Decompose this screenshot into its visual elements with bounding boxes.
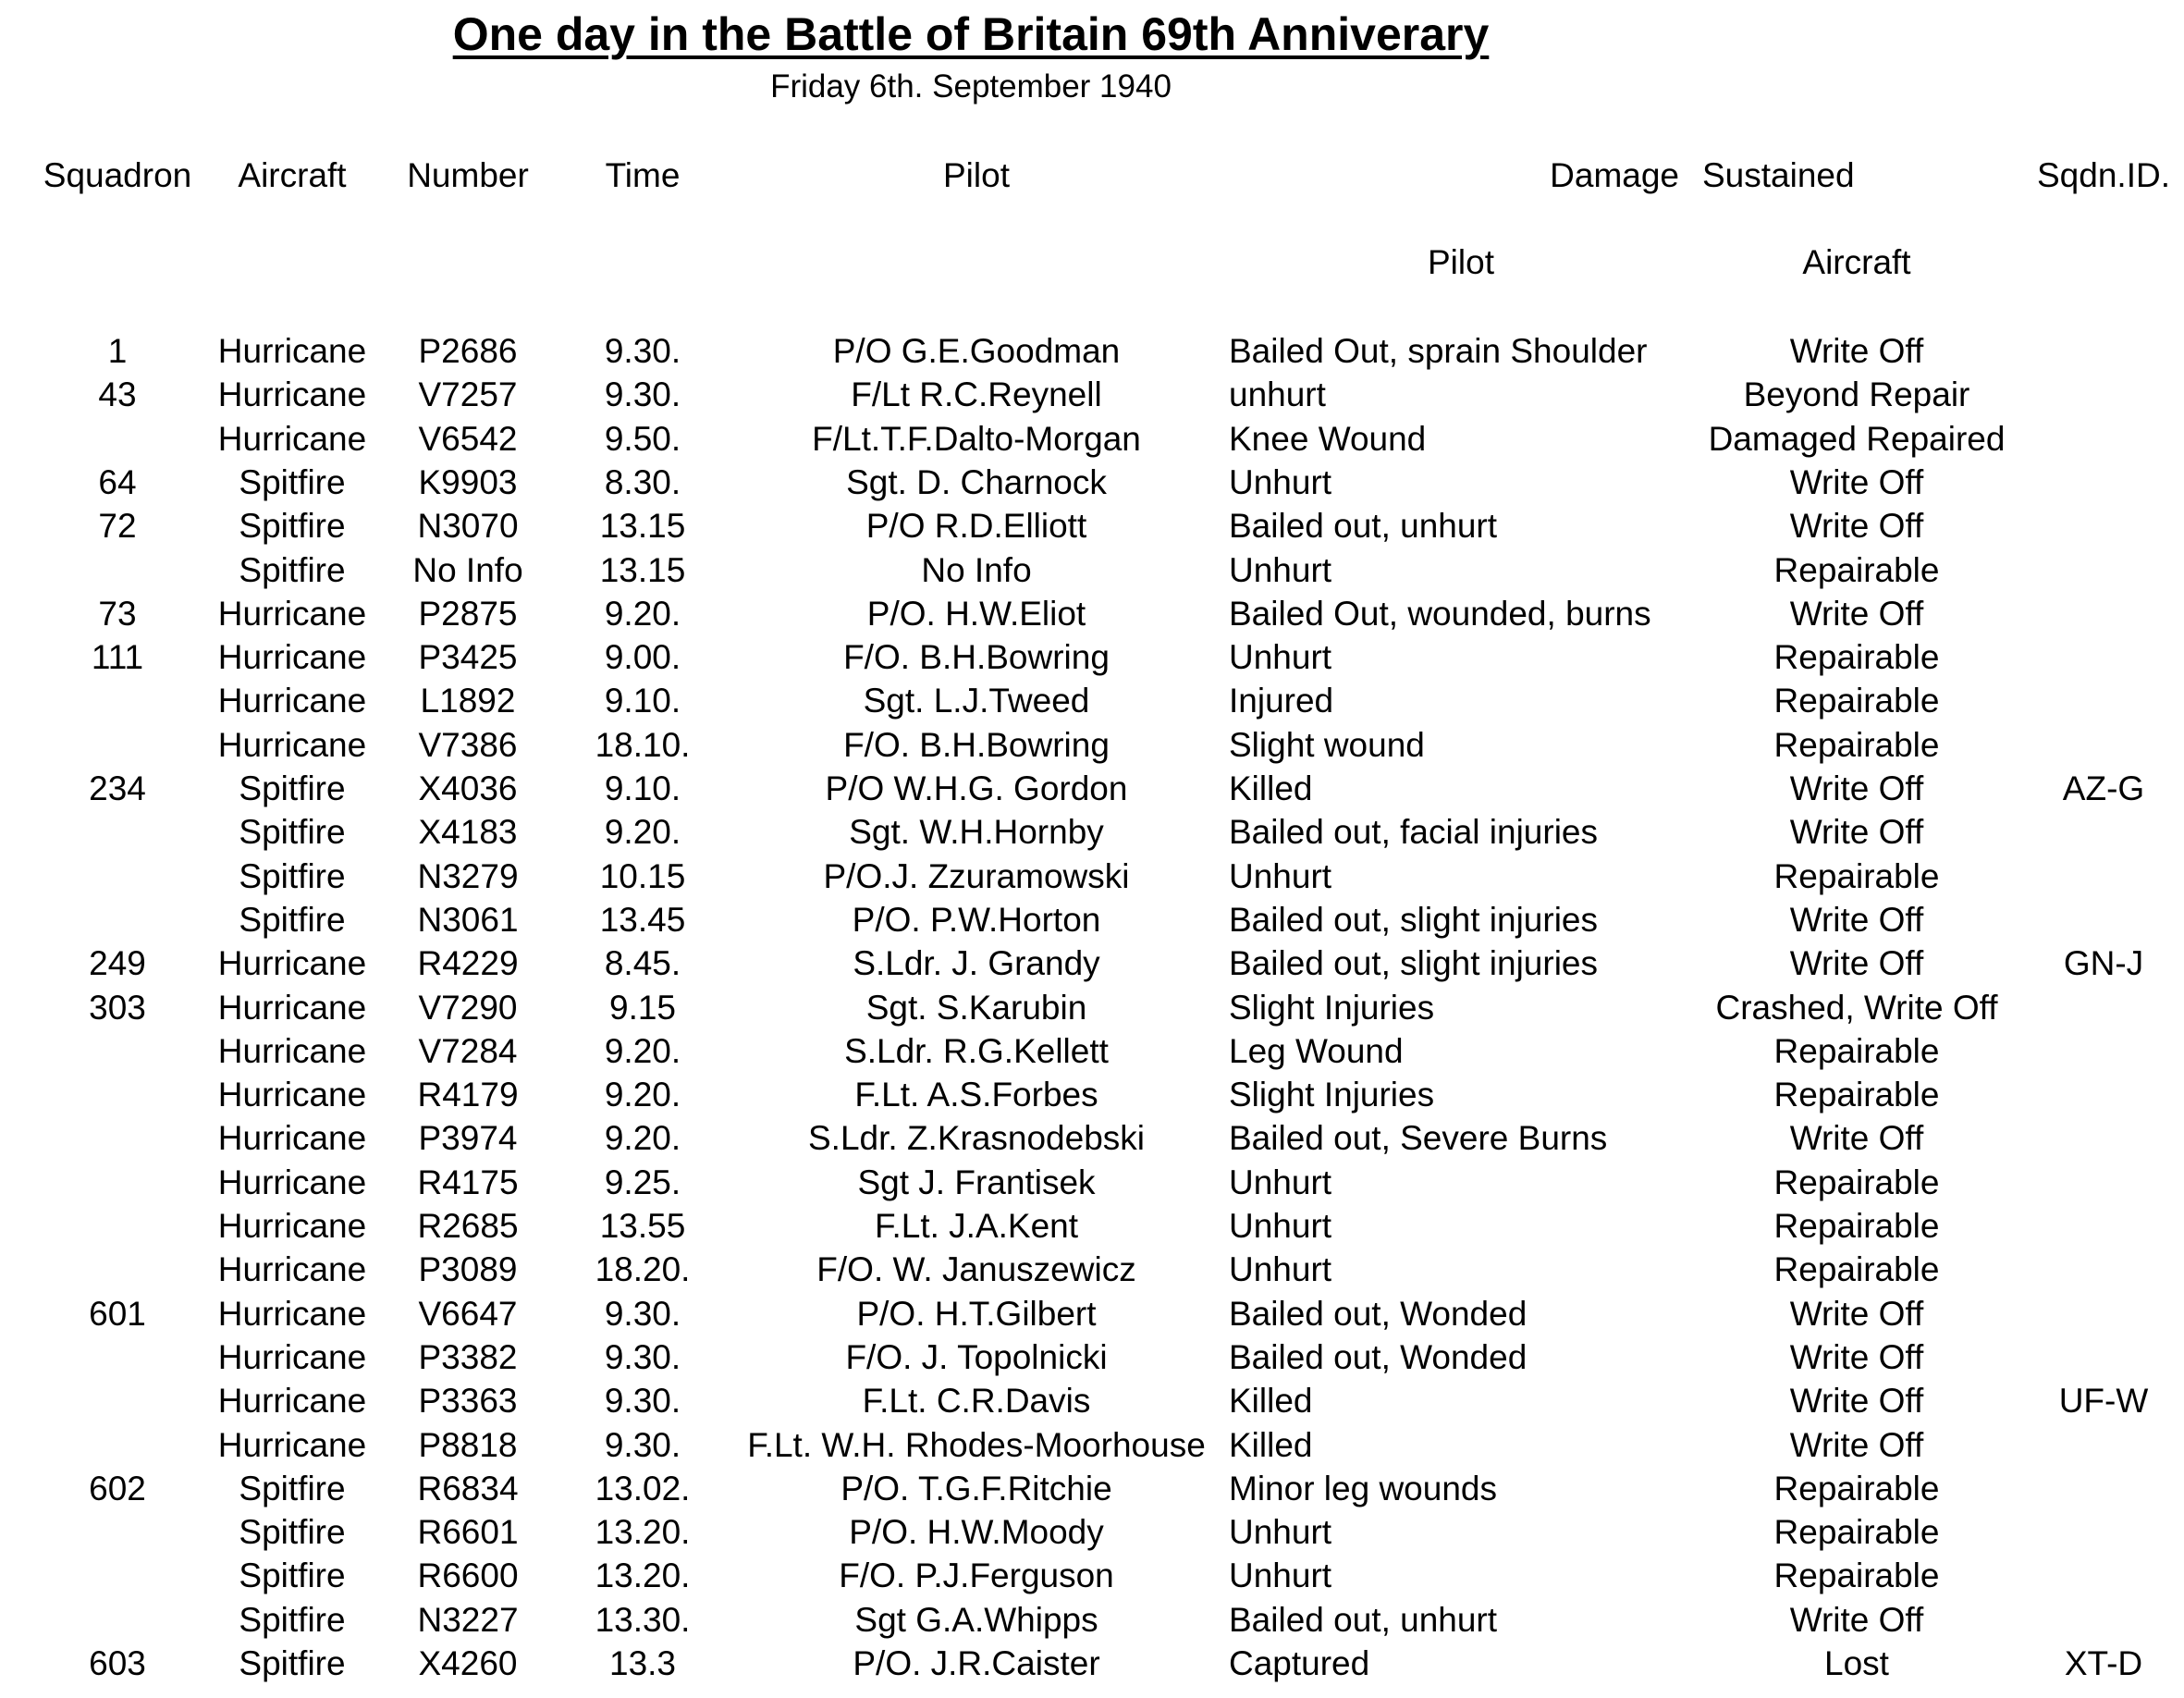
- header-time: Time: [605, 156, 681, 194]
- cell-aircraft-damage: Write Off: [1789, 507, 1924, 546]
- cell-squadron: 603: [89, 1644, 146, 1682]
- cell-pilot-damage: Unhurt: [1229, 550, 1332, 589]
- cell-aircraft-damage: Repairable: [1773, 1469, 1940, 1507]
- cell-aircraft: Hurricane: [217, 1119, 367, 1158]
- cell-sqdn-id: AZ-G: [2062, 769, 2145, 807]
- cell-number: P3382: [418, 1337, 518, 1376]
- cell-pilot: S.Ldr. R.G.Kellett: [844, 1031, 1109, 1070]
- cell-aircraft-damage: Write Off: [1789, 769, 1924, 807]
- cell-number: X4183: [418, 813, 518, 852]
- cell-number: V6647: [418, 1294, 518, 1333]
- cell-pilot: F/Lt.T.F.Dalto-Morgan: [812, 419, 1141, 458]
- cell-pilot-damage: Bailed out, slight injuries: [1229, 944, 1598, 983]
- cell-pilot: F.Lt. C.R.Davis: [862, 1382, 1091, 1421]
- cell-number: V6542: [418, 419, 518, 458]
- cell-pilot-damage: Slight Injuries: [1229, 988, 1435, 1027]
- cell-number: N3061: [417, 900, 519, 939]
- cell-sqdn-id: XT-D: [2064, 1644, 2143, 1682]
- cell-aircraft: Spitfire: [239, 856, 346, 895]
- cell-pilot-damage: Bailed out, slight injuries: [1229, 900, 1598, 939]
- cell-aircraft-damage: Repairable: [1773, 1250, 1940, 1289]
- cell-pilot: Sgt. S.Karubin: [865, 988, 1087, 1027]
- header-aircraft: Aircraft: [238, 156, 347, 194]
- cell-aircraft-damage: Write Off: [1789, 900, 1924, 939]
- cell-aircraft-damage: Repairable: [1773, 725, 1940, 764]
- cell-time: 13.15: [599, 550, 686, 589]
- cell-number: No Info: [412, 550, 523, 589]
- cell-time: 9.30.: [604, 1337, 681, 1376]
- cell-pilot-damage: Minor leg wounds: [1229, 1469, 1497, 1507]
- cell-aircraft-damage: Write Off: [1789, 1294, 1924, 1333]
- cell-number: N3070: [417, 507, 519, 546]
- header-number: Number: [407, 156, 529, 194]
- header-pilot: Pilot: [943, 156, 1010, 194]
- cell-aircraft-damage: Repairable: [1773, 682, 1940, 720]
- cell-pilot: F.Lt. J.A.Kent: [874, 1207, 1079, 1245]
- cell-aircraft: Hurricane: [217, 1425, 367, 1464]
- cell-pilot-damage: Bailed out, unhurt: [1229, 1600, 1498, 1639]
- cell-aircraft-damage: Crashed, Write Off: [1715, 988, 1998, 1027]
- cell-time: 9.20.: [604, 594, 681, 633]
- cell-number: N3279: [417, 856, 519, 895]
- header-sqdn-id: Sqdn.ID.: [2037, 156, 2170, 194]
- cell-pilot-damage: Bailed Out, sprain Shoulder: [1229, 332, 1648, 370]
- cell-number: P3089: [418, 1250, 518, 1289]
- cell-pilot: P/O. J.R.Caister: [853, 1644, 1100, 1682]
- cell-squadron: 602: [89, 1469, 146, 1507]
- cell-aircraft: Spitfire: [239, 1600, 346, 1639]
- cell-time: 9.10.: [604, 682, 681, 720]
- cell-squadron: 601: [89, 1294, 146, 1333]
- cell-pilot-damage: Unhurt: [1229, 856, 1332, 895]
- cell-pilot-damage: Unhurt: [1229, 1250, 1332, 1289]
- header-sustained: Sustained: [1702, 156, 1855, 194]
- cell-aircraft: Hurricane: [217, 638, 367, 677]
- cell-time: 8.30.: [604, 462, 681, 501]
- cell-time: 13.20.: [595, 1513, 691, 1552]
- cell-number: P8818: [418, 1425, 518, 1464]
- cell-time: 9.15: [608, 988, 677, 1027]
- cell-time: 9.20.: [604, 1076, 681, 1114]
- cell-pilot: P/O. H.W.Moody: [849, 1513, 1104, 1552]
- cell-pilot: F/O. J. Topolnicki: [845, 1337, 1108, 1376]
- cell-aircraft: Hurricane: [217, 419, 367, 458]
- cell-aircraft: Hurricane: [217, 332, 367, 370]
- cell-pilot: F/Lt R.C.Reynell: [851, 375, 1102, 414]
- cell-time: 13.30.: [595, 1600, 691, 1639]
- cell-pilot-damage: Unhurt: [1229, 1163, 1332, 1201]
- cell-squadron: 1: [107, 332, 128, 370]
- cell-aircraft-damage: Write Off: [1789, 944, 1924, 983]
- cell-pilot: P/O.J. Zzuramowski: [823, 856, 1130, 895]
- cell-squadron: 73: [98, 594, 137, 633]
- cell-time: 13.15: [599, 507, 686, 546]
- cell-aircraft-damage: Write Off: [1789, 1425, 1924, 1464]
- cell-pilot: S.Ldr. Z.Krasnodebski: [807, 1119, 1146, 1158]
- cell-aircraft-damage: Repairable: [1773, 1076, 1940, 1114]
- cell-time: 13.02.: [595, 1469, 691, 1507]
- cell-aircraft: Spitfire: [239, 462, 346, 501]
- cell-pilot-damage: Slight Injuries: [1229, 1076, 1435, 1114]
- cell-squadron: 249: [89, 944, 146, 983]
- cell-time: 13.3: [608, 1644, 677, 1682]
- subheader-pilot-damage: Pilot: [1428, 243, 1494, 281]
- cell-aircraft: Spitfire: [239, 1513, 346, 1552]
- page-title: One day in the Battle of Britain 69th Anniverary: [452, 8, 1490, 60]
- cell-aircraft-damage: Write Off: [1789, 1337, 1924, 1376]
- cell-aircraft: Hurricane: [217, 944, 367, 983]
- cell-time: 9.20.: [604, 1031, 681, 1070]
- cell-aircraft: Hurricane: [217, 1337, 367, 1376]
- cell-number: R2685: [417, 1207, 519, 1245]
- cell-aircraft: Spitfire: [239, 550, 346, 589]
- cell-time: 9.00.: [604, 638, 681, 677]
- cell-aircraft: Hurricane: [217, 1163, 367, 1201]
- cell-pilot: S.Ldr. J. Grandy: [853, 944, 1100, 983]
- cell-aircraft: Spitfire: [239, 900, 346, 939]
- cell-pilot-damage: Unhurt: [1229, 638, 1332, 677]
- cell-number: R6601: [417, 1513, 519, 1552]
- cell-aircraft: Hurricane: [217, 375, 367, 414]
- cell-aircraft-damage: Repairable: [1773, 1163, 1940, 1201]
- cell-pilot: Sgt G.A.Whipps: [854, 1600, 1098, 1639]
- cell-pilot: P/O W.H.G. Gordon: [825, 769, 1128, 807]
- cell-pilot-damage: Bailed out, facial injuries: [1229, 813, 1598, 852]
- cell-pilot-damage: Slight wound: [1229, 725, 1425, 764]
- cell-pilot-damage: Knee Wound: [1229, 419, 1427, 458]
- cell-aircraft-damage: Write Off: [1789, 594, 1924, 633]
- cell-time: 9.50.: [604, 419, 681, 458]
- cell-pilot: F/O. P.J.Ferguson: [839, 1556, 1114, 1595]
- cell-squadron: 64: [98, 462, 137, 501]
- cell-pilot: P/O. H.W.Eliot: [866, 594, 1086, 633]
- cell-time: 18.20.: [595, 1250, 691, 1289]
- cell-squadron: 72: [98, 507, 137, 546]
- cell-aircraft-damage: Repairable: [1773, 1556, 1940, 1595]
- cell-pilot: F.Lt. W.H. Rhodes-Moorhouse: [747, 1425, 1206, 1464]
- cell-number: V7284: [418, 1031, 518, 1070]
- cell-aircraft: Hurricane: [217, 1031, 367, 1070]
- cell-number: P2686: [418, 332, 518, 370]
- cell-aircraft: Hurricane: [217, 1250, 367, 1289]
- cell-aircraft-damage: Beyond Repair: [1743, 375, 1970, 414]
- cell-time: 9.20.: [604, 813, 681, 852]
- cell-aircraft: Hurricane: [217, 1382, 367, 1421]
- cell-aircraft-damage: Repairable: [1773, 638, 1940, 677]
- cell-pilot: Sgt. W.H.Hornby: [849, 813, 1104, 852]
- cell-pilot-damage: Bailed out, unhurt: [1229, 507, 1498, 546]
- header-damage: Damage: [1550, 156, 1679, 194]
- cell-aircraft-damage: Write Off: [1789, 1600, 1924, 1639]
- cell-number: V7386: [418, 725, 518, 764]
- cell-pilot-damage: Bailed Out, wounded, burns: [1229, 594, 1651, 633]
- cell-number: V7290: [418, 988, 518, 1027]
- cell-time: 9.10.: [604, 769, 681, 807]
- cell-aircraft-damage: Repairable: [1773, 550, 1940, 589]
- cell-time: 9.30.: [604, 1294, 681, 1333]
- cell-pilot-damage: Unhurt: [1229, 1207, 1332, 1245]
- cell-time: 9.20.: [604, 1119, 681, 1158]
- cell-number: R4175: [417, 1163, 519, 1201]
- cell-time: 9.30.: [604, 1425, 681, 1464]
- cell-aircraft-damage: Repairable: [1773, 1031, 1940, 1070]
- cell-pilot: Sgt. L.J.Tweed: [863, 682, 1090, 720]
- cell-pilot-damage: Killed: [1229, 769, 1313, 807]
- cell-aircraft: Hurricane: [217, 988, 367, 1027]
- cell-time: 9.30.: [604, 375, 681, 414]
- cell-pilot: P/O. T.G.F.Ritchie: [840, 1469, 1112, 1507]
- header-squadron: Squadron: [43, 156, 192, 194]
- cell-number: R6834: [417, 1469, 519, 1507]
- cell-squadron: 234: [89, 769, 146, 807]
- cell-sqdn-id: UF-W: [2058, 1382, 2149, 1421]
- cell-number: P2875: [418, 594, 518, 633]
- page-subtitle: Friday 6th. September 1940: [770, 68, 1172, 105]
- cell-aircraft-damage: Lost: [1824, 1644, 1889, 1682]
- cell-number: P3974: [418, 1119, 518, 1158]
- cell-aircraft: Hurricane: [217, 1207, 367, 1245]
- cell-time: 10.15: [599, 856, 686, 895]
- cell-number: K9903: [418, 462, 518, 501]
- cell-pilot: Sgt J. Frantisek: [857, 1163, 1096, 1201]
- cell-pilot: P/O R.D.Elliott: [865, 507, 1087, 546]
- cell-pilot: F/O. B.H.Bowring: [843, 725, 1110, 764]
- cell-aircraft-damage: Write Off: [1789, 332, 1924, 370]
- cell-pilot-damage: unhurt: [1229, 375, 1326, 414]
- cell-time: 9.30.: [604, 332, 681, 370]
- cell-number: R6600: [417, 1556, 519, 1595]
- cell-pilot: F.Lt. A.S.Forbes: [854, 1076, 1098, 1114]
- cell-pilot: Sgt. D. Charnock: [846, 462, 1107, 501]
- cell-pilot: P/O. P.W.Horton: [852, 900, 1101, 939]
- cell-aircraft: Spitfire: [239, 507, 346, 546]
- cell-aircraft: Spitfire: [239, 1469, 346, 1507]
- cell-aircraft: Hurricane: [217, 725, 367, 764]
- cell-aircraft-damage: Write Off: [1789, 462, 1924, 501]
- cell-pilot-damage: Unhurt: [1229, 462, 1332, 501]
- cell-aircraft: Spitfire: [239, 1644, 346, 1682]
- cell-number: L1892: [420, 682, 516, 720]
- cell-number: R4179: [417, 1076, 519, 1114]
- cell-pilot-damage: Captured: [1229, 1644, 1370, 1682]
- cell-squadron: 43: [98, 375, 137, 414]
- cell-number: X4260: [418, 1644, 518, 1682]
- cell-aircraft: Spitfire: [239, 1556, 346, 1595]
- cell-aircraft: Hurricane: [217, 1294, 367, 1333]
- cell-time: 13.20.: [595, 1556, 691, 1595]
- cell-aircraft: Spitfire: [239, 769, 346, 807]
- cell-pilot-damage: Killed: [1229, 1425, 1313, 1464]
- cell-aircraft-damage: Damaged Repaired: [1708, 419, 2006, 458]
- cell-time: 8.45.: [604, 944, 681, 983]
- cell-number: R4229: [417, 944, 519, 983]
- cell-sqdn-id: GN-J: [2063, 944, 2144, 983]
- cell-aircraft: Hurricane: [217, 594, 367, 633]
- cell-number: P3363: [418, 1382, 518, 1421]
- cell-aircraft: Hurricane: [217, 682, 367, 720]
- subheader-aircraft-damage: Aircraft: [1802, 243, 1911, 281]
- cell-time: 9.30.: [604, 1382, 681, 1421]
- cell-pilot-damage: Leg Wound: [1229, 1031, 1404, 1070]
- cell-pilot-damage: Bailed out, Wonded: [1229, 1294, 1528, 1333]
- cell-squadron: 111: [91, 638, 144, 677]
- cell-squadron: 303: [89, 988, 146, 1027]
- cell-pilot: P/O G.E.Goodman: [832, 332, 1121, 370]
- cell-aircraft-damage: Write Off: [1789, 1382, 1924, 1421]
- cell-pilot-damage: Unhurt: [1229, 1513, 1332, 1552]
- cell-number: N3227: [417, 1600, 519, 1639]
- cell-aircraft: Spitfire: [239, 813, 346, 852]
- cell-pilot-damage: Unhurt: [1229, 1556, 1332, 1595]
- cell-aircraft-damage: Repairable: [1773, 856, 1940, 895]
- cell-time: 13.45: [599, 900, 686, 939]
- cell-pilot-damage: Injured: [1229, 682, 1334, 720]
- cell-pilot: P/O. H.T.Gilbert: [856, 1294, 1097, 1333]
- cell-pilot: No Info: [921, 550, 1032, 589]
- cell-aircraft: Hurricane: [217, 1076, 367, 1114]
- cell-number: P3425: [418, 638, 518, 677]
- cell-pilot-damage: Bailed out, Wonded: [1229, 1337, 1528, 1376]
- cell-pilot: F/O. B.H.Bowring: [843, 638, 1110, 677]
- cell-time: 13.55: [599, 1207, 686, 1245]
- cell-number: V7257: [418, 375, 518, 414]
- cell-aircraft-damage: Repairable: [1773, 1207, 1940, 1245]
- cell-number: X4036: [418, 769, 518, 807]
- cell-time: 18.10.: [595, 725, 691, 764]
- cell-pilot-damage: Bailed out, Severe Burns: [1229, 1119, 1608, 1158]
- cell-aircraft-damage: Write Off: [1789, 1119, 1924, 1158]
- cell-time: 9.25.: [604, 1163, 681, 1201]
- cell-pilot: F/O. W. Januszewicz: [816, 1250, 1136, 1289]
- cell-aircraft-damage: Repairable: [1773, 1513, 1940, 1552]
- cell-aircraft-damage: Write Off: [1789, 813, 1924, 852]
- cell-pilot-damage: Killed: [1229, 1382, 1313, 1421]
